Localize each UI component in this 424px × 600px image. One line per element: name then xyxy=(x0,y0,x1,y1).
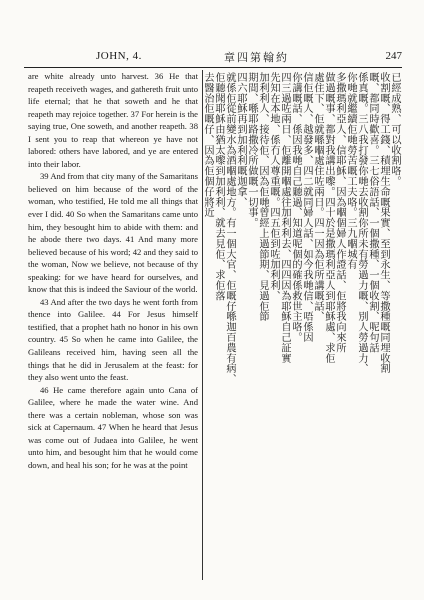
chinese-text-line: 信佢嘅人、越發多、四二就同婦人話、如今我哋信、唔係因 xyxy=(301,72,312,343)
chinese-text-line: 期間、喺耶路撒冷所做嘅一切事。 xyxy=(246,72,257,228)
chinese-text-line: 四三過咗兩日、佢離開嗰處往加利利去、四四因為耶穌自己証實 xyxy=(279,72,290,364)
header-rule xyxy=(24,67,402,68)
english-paragraph: 39 And from that city many of the Samaritans believed on him because of the word of the woman, who testified, He told me all things that ever I did. 40 So when the Samaritans came unto him, they besought him to abide with them: and he abode there two days. 41 And many more believed because of his word; 42 and they said to the woman, Now we believe, not because of thy speaking: for we have heard for ourselves, and know that this is indeed the Saviour of the world. xyxy=(28,171,198,295)
english-paragraph: 43 And after the two days he went forth from thence into Galilee. 44 For Jesus himself testified, that a prophet hath no honor in his own country. 45 So when he came into Galilee, the Galileans received him, having seen all the things that he did in Jerusalem at the feast: for they also went unto the feast. xyxy=(28,296,198,383)
page-header xyxy=(24,50,402,68)
page-number: 247 xyxy=(385,50,402,62)
chinese-chapter-heading: 章四第翰約 xyxy=(224,52,289,64)
chinese-text-line: 就係佢從前變水為酒嗰處地方。有一個大官、佢嘅仔喺迦百農有病、 xyxy=(224,72,235,384)
english-paragraph: 46 He came therefore again unto Cana of Galilee, where he made the water wine. And there was a certain nobleman, whose son was sick at Capernaum. 47 When he heard that Jesus was come out of Judaea into Galilee, he went unto him, and besought him that he would come down, and heal his son; for he was at the point xyxy=(28,384,198,470)
book-chapter-heading: JOHN, 4. xyxy=(96,50,142,62)
chinese-text-line: 收割嘅、得工錢、積埋生命嘅果實、至到永生、等撒種嘅同埋收割 xyxy=(378,72,389,374)
chinese-text-line: 佢聽聞耶穌由猶太嚟到加利利、就去見佢、求佢落 xyxy=(213,72,224,301)
chinese-text-line: 加利利人、接待佢、因為佢哋曾經上過節期、見過佢節 xyxy=(257,72,268,322)
chinese-text-line: 係真嘅。三八我打發你哋去收割你所未有勞過力嘅、別人勞過力、 xyxy=(356,72,367,374)
english-paragraph: are white already unto harvest. 36 He that reapeth receiveth wages, and gathereth fruit unto life eternal; that he that soweth and he that reapeth may rejoice together. 37 For herein is the saying true, One soweth, and another reapeth. 38 I sent you to reap that whereon ye have not labored: others have labored, and ye are entered into their labor. xyxy=(28,71,198,169)
chinese-text-line: 處住下、佢就喺嗰處住咗兩日。四一因為佢所講嘅話、 xyxy=(312,72,323,322)
chinese-text-line: 先知在本地、係冇人尊重嘅。四五佢到咗加利利、 xyxy=(268,72,279,301)
chinese-text-line: 多撒瑪利亞人、信耶穌、因為嗰個婦人作證話、佢將我向來所 xyxy=(334,72,345,353)
chinese-text-line: 你哋就繼續佢哋勞苦嘅工夫咯。三九嗰城有 xyxy=(345,72,356,270)
chinese-text-line: 四六耶穌再到加利利嘅迦拿、 xyxy=(235,72,246,208)
chinese-text-column xyxy=(202,72,400,582)
english-text-column xyxy=(28,70,198,472)
chinese-text-line: 你講嘅話、係因我哋自己聽過、知道呢個的確係救世主咯。 xyxy=(290,72,301,343)
chinese-text-line: 做過嘅事、都對我講出嚟。四十於是撒瑪利亞人到耶穌處、求佢 xyxy=(323,72,334,364)
chinese-text-line: 去醫治佢嘅仔、因為佢個仔將近 xyxy=(202,72,213,218)
chinese-text-line: 已經成熟、可以收割咯。 xyxy=(389,72,400,187)
chinese-text-line: 嘅、都同時歡喜。三七俗語話、一個撒種、一個收割、呢句話 xyxy=(367,72,378,353)
